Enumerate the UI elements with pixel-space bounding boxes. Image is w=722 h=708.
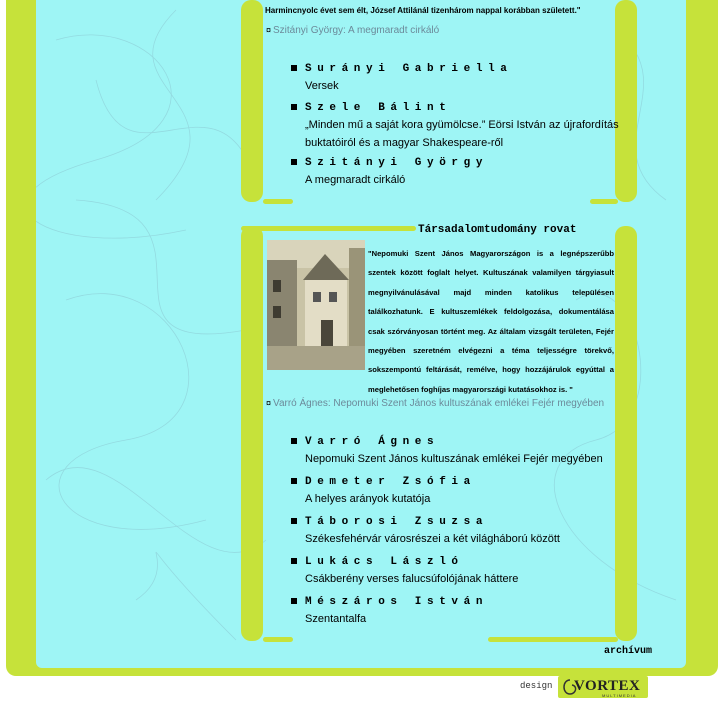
list-item[interactable] bbox=[291, 434, 621, 474]
list-item[interactable] bbox=[291, 61, 621, 100]
work-title[interactable]: A helyes arányok kutatója bbox=[305, 493, 431, 505]
section-quote bbox=[266, 244, 614, 399]
list-item[interactable] bbox=[291, 554, 621, 594]
archive-link[interactable]: archívum bbox=[604, 646, 653, 657]
list-item[interactable] bbox=[291, 100, 621, 155]
source-bullet: ¤ bbox=[266, 25, 272, 35]
list-item[interactable] bbox=[291, 594, 621, 634]
quote-text: "Nepomuki Szent János Magyarországon is a legnépszerűbb szentek között foglalt helyet. Kultuszának valamilyen tárgyiasult megnyilvánulásával majd minden katolikus településen találkozhatunk. E kultuszemlékek feldolgozása, dokumentálása csak szórványosan történt meg. Az általam vizsgált területen, Fejér megyében szeretném elvégezni a téma teljességre törekvő, sokszempontú feltárását, remélve, hogy hozzájárulok egyúttal a meglehetősen foghíjas magyarországi kutatásokhoz is. " bbox=[368, 249, 614, 394]
top-source[interactable] bbox=[266, 25, 439, 36]
work-title[interactable]: „Minden mű a saját kora gyümölcse.” Eörsi István az újrafordítás buktatóiról és a magyar Shakespeare-ről bbox=[305, 119, 619, 149]
author-name[interactable]: Szele Bálint bbox=[291, 100, 621, 116]
logo-subtext: MULTIMEDIA bbox=[602, 693, 637, 698]
list-item[interactable] bbox=[291, 514, 621, 554]
section-title: Társadalomtudomány rovat bbox=[418, 224, 577, 236]
top-source-link[interactable]: Szitányi György: A megmaradt cirkáló bbox=[273, 25, 440, 36]
author-name[interactable]: Lukács László bbox=[291, 554, 621, 570]
work-title[interactable]: Székesfehérvár városrészei a két világháború között bbox=[305, 533, 560, 545]
author-name[interactable]: Szitányi György bbox=[291, 155, 621, 171]
work-title[interactable]: Nepomuki Szent János kultuszának emlékei Fejér megyében bbox=[305, 453, 603, 465]
design-credit bbox=[520, 681, 563, 691]
section-source-link[interactable]: Varró Ágnes: Nepomuki Szent János kultuszának emlékei Fejér megyében bbox=[273, 398, 605, 409]
author-name[interactable]: Surányi Gabriella bbox=[291, 61, 621, 77]
design-label: design bbox=[520, 681, 553, 691]
work-title[interactable]: A megmaradt cirkáló bbox=[305, 174, 406, 186]
vortex-logo[interactable] bbox=[558, 676, 648, 698]
author-name[interactable]: Varró Ágnes bbox=[291, 434, 621, 450]
list-item[interactable] bbox=[291, 155, 621, 194]
author-name[interactable]: Demeter Zsófia bbox=[291, 474, 621, 490]
logo-text: VORTEX bbox=[574, 678, 641, 694]
work-title[interactable]: Csákberény verses falucsúfolójának háttere bbox=[305, 573, 519, 585]
section-author-list bbox=[291, 434, 621, 634]
list-item[interactable] bbox=[291, 474, 621, 514]
work-title[interactable]: Szentantalfa bbox=[305, 613, 367, 625]
source-bullet: ¤ bbox=[266, 398, 272, 408]
section-source[interactable] bbox=[266, 398, 604, 409]
top-quote-tail: Harmincnyolc évet sem élt, József Attilánál tizenhárom nappal korábban született." bbox=[265, 6, 581, 15]
author-name[interactable]: Mészáros István bbox=[291, 594, 621, 610]
top-author-list bbox=[291, 61, 621, 194]
work-title[interactable]: Versek bbox=[305, 80, 339, 92]
author-name[interactable]: Táborosi Zsuzsa bbox=[291, 514, 621, 530]
